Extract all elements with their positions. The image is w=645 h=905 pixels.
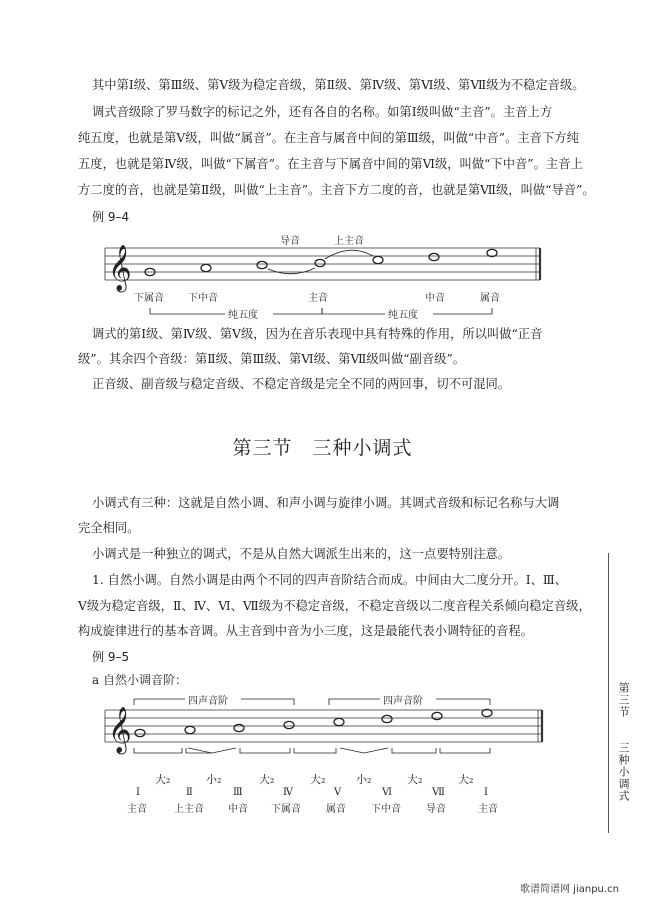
degree-name: 主音 [478, 804, 498, 815]
note-label: 下属音 [134, 293, 164, 304]
paragraph-line: 纯五度，也就是第Ⅴ级，叫做“属音”。在主音与属音中间的第Ⅲ级，叫做“中音”。主音下方纯 [78, 131, 579, 145]
paragraph-line: 完全相同。 [78, 521, 140, 535]
example-sublabel: a 自然小调音阶： [92, 673, 187, 687]
degree-numeral: Ⅶ [432, 787, 445, 798]
degree-numeral: Ⅰ [136, 787, 140, 798]
example-label: 例 9–4 [92, 210, 130, 224]
note-label-top: 上主音 [334, 236, 364, 247]
degree-name: 导音 [426, 804, 446, 815]
note-label: 主音 [308, 293, 328, 304]
interval-label: 大₂ [155, 773, 171, 786]
staff-2 [105, 710, 542, 742]
degree-name: 属音 [326, 804, 346, 815]
degree-numeral: Ⅳ [283, 787, 293, 798]
paragraph-line: 小调式有三种：这就是自然小调、和声小调与旋律小调。其调式音级和标记名称与大调 [92, 496, 560, 510]
treble-clef-icon: 𝄞 [108, 707, 132, 753]
interval-label: 大₂ [310, 773, 326, 786]
bracket-label: 纯五度 [388, 310, 418, 321]
paragraph-line: 正音级、副音级与稳定音级、不稳定音级是完全不同的两回事，切不可混同。 [92, 377, 511, 391]
paragraph-line: 调式的第Ⅰ级、第Ⅳ级、第Ⅴ级，因为在音乐表现中具有特殊的作用，所以叫做“正音 [92, 327, 543, 341]
degree-name: 下属音 [271, 804, 301, 815]
interval-label: 小₂ [206, 773, 222, 786]
treble-clef-icon: 𝄞 [108, 245, 132, 291]
brackets-1 [150, 308, 492, 314]
section-title: 第三节 三种小调式 [232, 437, 413, 459]
sidebar-title: 三种小调式 [617, 742, 630, 802]
interval-label: 大₂ [458, 773, 474, 786]
note-label: 中音 [425, 293, 445, 304]
degree-name: 中音 [228, 804, 248, 815]
paragraph-line: 调式音级除了罗马数字的标记之外，还有各自的名称。如第Ⅰ级叫做“主音”。主音上方 [92, 105, 553, 119]
slur [325, 250, 373, 259]
degree-numeral: Ⅰ [484, 787, 488, 798]
degree-numeral: Ⅴ [334, 787, 342, 798]
interval-label: 大₂ [407, 773, 423, 786]
paragraph-line: 1. 自然小调。自然小调是由两个不同的四声音阶结合而成。中间由大二度分开。Ⅰ、Ⅲ、 [92, 573, 568, 587]
bracket-label: 纯五度 [228, 310, 258, 321]
degree-name: 下中音 [371, 804, 401, 815]
paragraph-line: 其中第Ⅰ级、第Ⅲ级、第Ⅴ级为稳定音级，第Ⅱ级、第Ⅳ级、第Ⅵ级、第Ⅶ级为不稳定音级。 [92, 78, 585, 92]
tetrachord-label: 四声音阶 [383, 696, 423, 707]
note-label: 下中音 [188, 293, 218, 304]
degree-numeral: Ⅲ [233, 787, 243, 798]
slur [268, 268, 315, 274]
staff-1 [105, 248, 540, 280]
tetrachord-label: 四声音阶 [188, 696, 228, 707]
paragraph-line: Ⅴ级为稳定音级，Ⅱ、Ⅳ、Ⅵ、Ⅶ级为不稳定音级，不稳定音级以二度音程关系倾向稳定音级， [78, 599, 591, 613]
paragraph-line: 构成旋律进行的基本音调。从主音到中音为小三度，这是最能代表小调特征的音程。 [78, 624, 533, 638]
sidebar-section: 第三节 [617, 682, 630, 718]
notes-2 [135, 709, 492, 736]
interval-label: 小₂ [356, 773, 372, 786]
degree-numeral: Ⅵ [382, 787, 393, 798]
note-label: 属音 [480, 293, 500, 304]
paragraph-line: 方二度的音，也就是第Ⅱ级，叫做“上主音”。主音下方二度的音，也就是第Ⅶ级，叫做“导音”。 [78, 183, 595, 197]
degree-name: 主音 [127, 804, 147, 815]
interval-brackets [134, 748, 490, 753]
degree-numeral: Ⅱ [186, 787, 193, 798]
degree-name: 上主音 [174, 804, 204, 815]
paragraph-line: 五度，也就是第Ⅳ级，叫做“下属音”。在主音与下属音中间的第Ⅵ级，叫做“下中音”。主音上 [78, 157, 583, 171]
paragraph-line: 级”。其余四个音级：第Ⅱ级、第Ⅲ级、第Ⅵ级、第Ⅶ级叫做“副音级”。 [78, 352, 466, 366]
example-label: 例 9–5 [92, 650, 130, 664]
paragraph-line: 小调式是一种独立的调式，不是从自然大调派生出来的，这一点要特别注意。 [92, 547, 511, 561]
watermark: 歌谱简谱网 jianpu.cn [520, 884, 619, 895]
sidebar-divider [608, 553, 609, 833]
interval-label: 大₂ [259, 773, 275, 786]
note-label-top: 导音 [280, 236, 300, 247]
